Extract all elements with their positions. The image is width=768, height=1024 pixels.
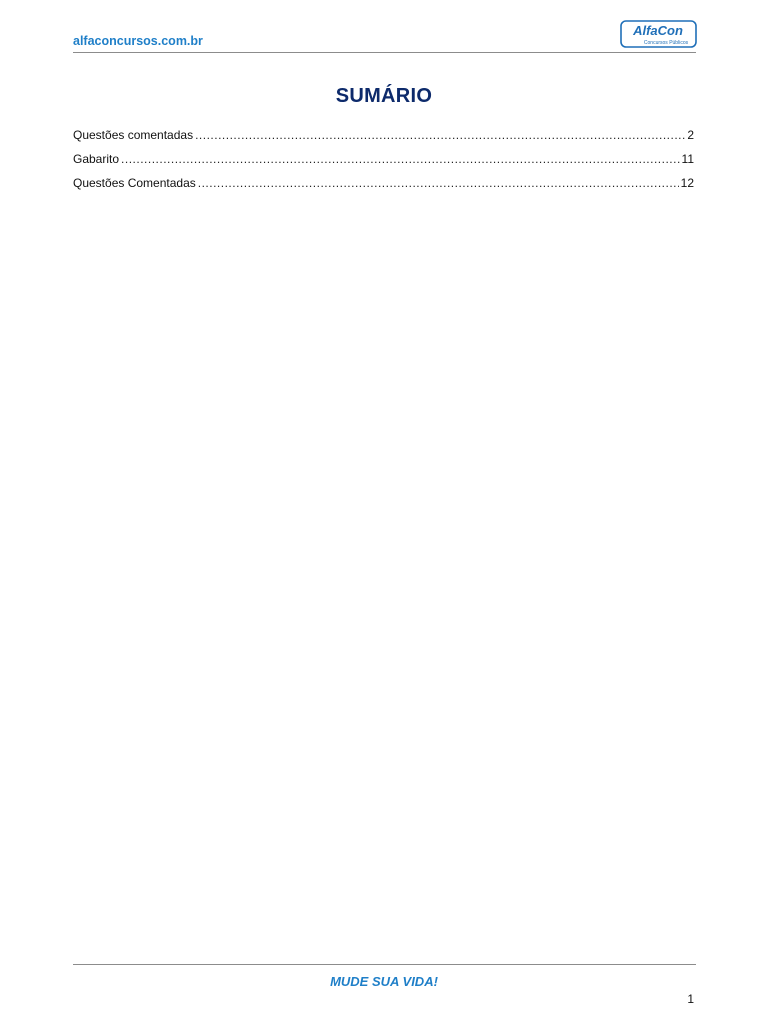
- toc-dot-leader: [195, 128, 685, 142]
- toc-entry-page: 12: [680, 176, 694, 190]
- toc-entry-page: 11: [681, 152, 694, 166]
- page-number: 1: [687, 992, 694, 1006]
- footer-divider: [73, 964, 696, 965]
- page-title: SUMÁRIO: [335, 85, 433, 107]
- toc-dot-leader: [198, 176, 679, 190]
- toc-entry-label: Gabarito: [73, 152, 120, 166]
- toc-entry-label: Questões Comentadas: [73, 176, 196, 190]
- header-divider: [73, 52, 696, 53]
- toc-entry-questoes-comentadas-2[interactable]: [73, 176, 694, 200]
- toc-entry-gabarito[interactable]: [73, 152, 694, 176]
- alfacon-logo: [620, 20, 697, 48]
- svg-text:Concursos Públicos: Concursos Públicos: [643, 40, 689, 46]
- toc-entry-label: Questões comentadas: [73, 128, 194, 142]
- site-url: alfaconcursos.com.br: [73, 34, 203, 48]
- table-of-contents: [73, 128, 694, 200]
- toc-dot-leader: [121, 152, 680, 166]
- footer-slogan: MUDE SUA VIDA!: [330, 974, 438, 989]
- svg-text:AlfaCon: AlfaCon: [633, 23, 683, 38]
- toc-entry-page: 2: [687, 128, 694, 142]
- toc-entry-questoes-comentadas[interactable]: [73, 128, 694, 152]
